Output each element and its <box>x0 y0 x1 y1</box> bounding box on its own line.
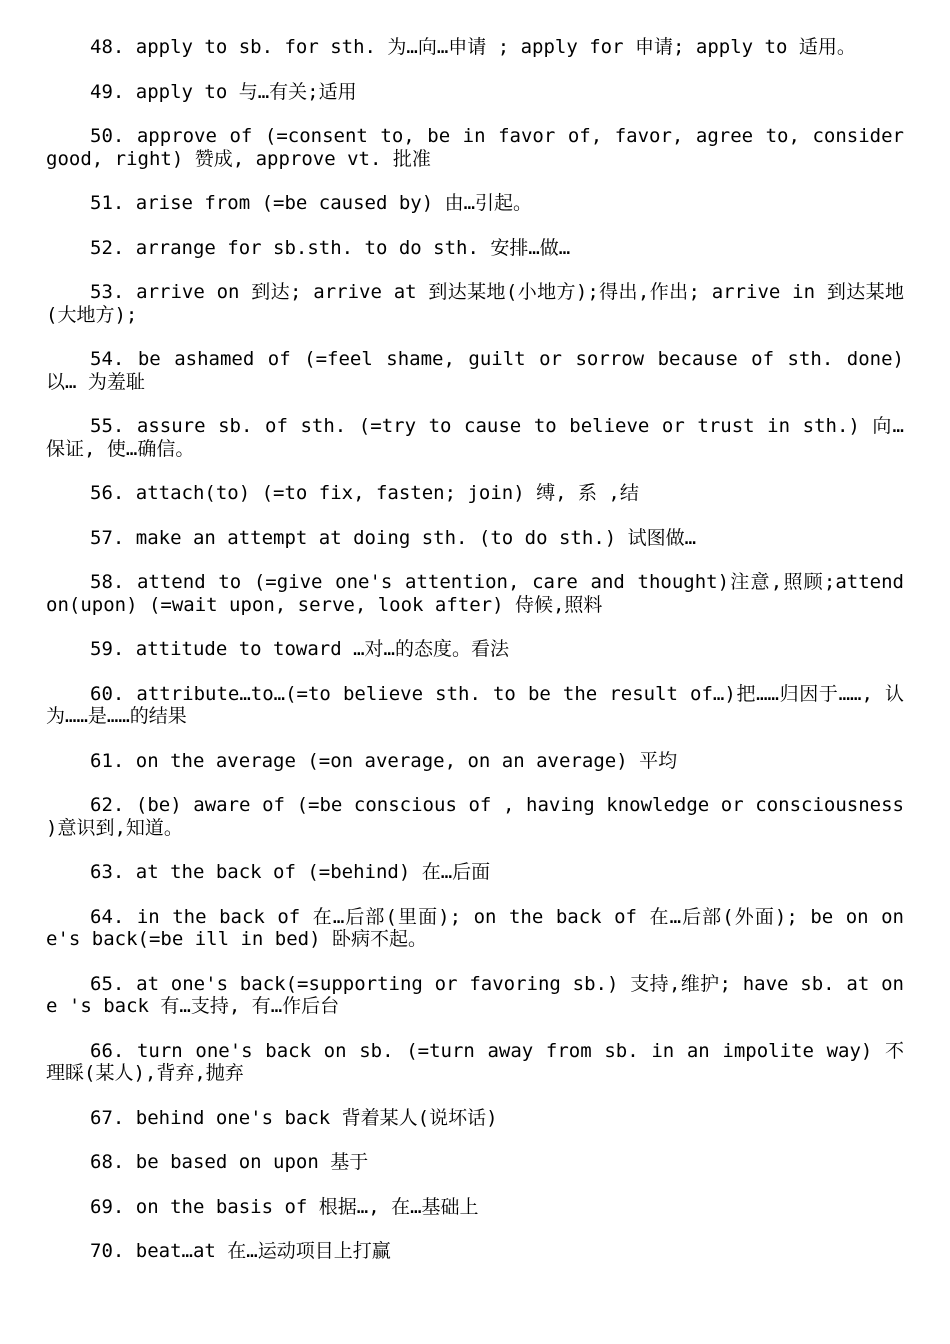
entry-61: 61. on the average (=on average, on an average) 平均 <box>90 749 678 772</box>
entry-65: 65. at one's back(=supporting or favoring sb.) 支持,维护; have sb. at one 's back 有…支持, 有…作后台 <box>46 972 904 1017</box>
entry-59: 59. attitude to toward …对…的态度。看法 <box>90 638 509 660</box>
entry-64: 64. in the back of 在…后部(里面); on the back of 在…后部(外面); be on one's back(=be ill in bed) 卧病不起。 <box>46 905 904 950</box>
entry-58: 58. attend to (=give one's attention, care and thought)注意,照顾;attend on(upon) (=wait upon, serve, look after) 侍候,照料 <box>46 571 904 616</box>
entry-50: 50. approve of (=consent to, be in favor of, favor, agree to, consider good, right) 赞成, approve vt. 批准 <box>46 125 904 170</box>
entry-60: 60. attribute…to…(=to believe sth. to be the result of…)把……归因于……, 认为……是……的结果 <box>46 682 904 727</box>
entry-49: 49. apply to 与…有关;适用 <box>90 80 357 103</box>
entry-51: 51. arise from (=be caused by) 由…引起。 <box>90 192 533 214</box>
entry-53: 53. arrive on 到达; arrive at 到达某地(小地方);得出,作出; arrive in 到达某地(大地方); <box>46 281 904 326</box>
entry-48: 48. apply to sb. for sth. 为…向…申请 ; apply for 申请; apply to 适用。 <box>90 36 856 58</box>
entry-69: 69. on the basis of 根据…, 在…基础上 <box>90 1195 479 1218</box>
entry-52: 52. arrange for sb.sth. to do sth. 安排…做… <box>90 236 571 259</box>
entry-55: 55. assure sb. of sth. (=try to cause to believe or trust in sth.) 向…保证, 使…确信。 <box>46 415 904 460</box>
entry-63: 63. at the back of (=behind) 在…后面 <box>90 861 491 883</box>
entry-54: 54. be ashamed of (=feel shame, guilt or sorrow because of sth. done) 以… 为羞耻 <box>46 348 904 393</box>
entry-62: 62. (be) aware of (=be conscious of , having knowledge or consciousness )意识到,知道。 <box>46 794 904 839</box>
entry-66: 66. turn one's back on sb. (=turn away from sb. in an impolite way) 不理睬(某人),背弃,抛弃 <box>46 1039 904 1084</box>
entry-68: 68. be based on upon 基于 <box>90 1151 369 1173</box>
entry-57: 57. make an attempt at doing sth. (to do sth.) 试图做… <box>90 526 697 549</box>
entry-67: 67. behind one's back 背着某人(说坏话) <box>90 1106 498 1129</box>
entry-70: 70. beat…at 在…运动项目上打赢 <box>90 1240 391 1262</box>
entry-56: 56. attach(to) (=to fix, fasten; join) 缚, 系 ,结 <box>90 482 639 504</box>
